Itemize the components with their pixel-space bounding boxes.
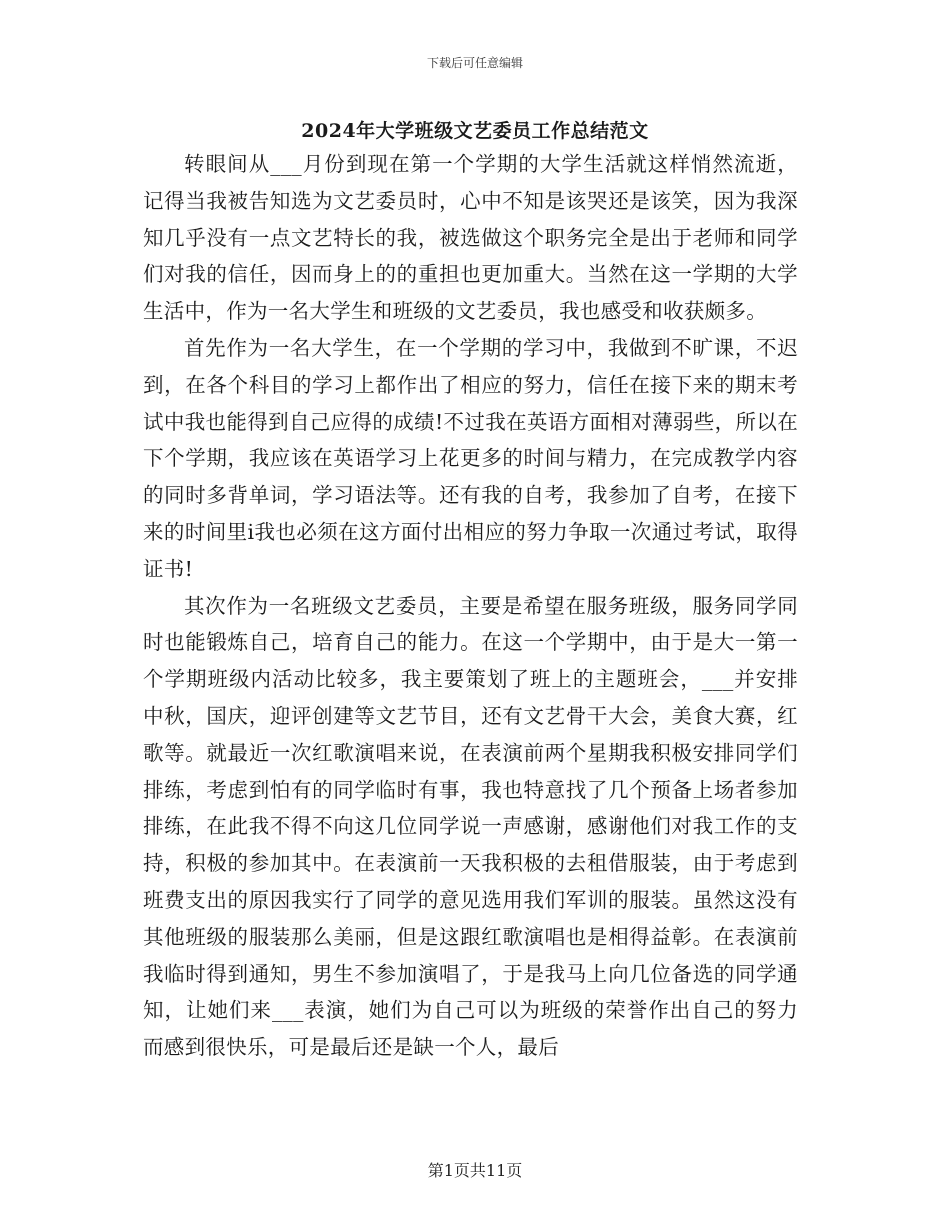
- document-body: [143, 146, 798, 1066]
- paragraph-2: 首先作为一名大学生，在一个学期的学习中，我做到不旷课，不迟到，在各个科目的学习上都作出了相应的努力，信任在接下来的期末考试中我也能得到自己应得的成绩!不过我在英语方面相对薄弱些，所以在下个学期，我应该在英语学习上花更多的时间与精力，在完成教学内容的同时多背单词，学习语法等。还有我的自考，我参加了自考，在接下来的时间里i我也必须在这方面付出相应的努力争取一次通过考试，取得证书!: [143, 335, 798, 581]
- page-footer: 第1页共11页: [427, 1161, 523, 1180]
- paragraph-1: 转眼间从___月份到现在第一个学期的大学生活就这样悄然流逝，记得当我被告知选为文艺委员时，心中不知是该哭还是该笑，因为我深知几乎没有一点文艺特长的我，被选做这个职务完全是出于老师和同学们对我的信任，因而身上的的重担也更加重大。当然在这一学期的大学生活中，作为一名大学生和班级的文艺委员，我也感受和收获颇多。: [143, 152, 798, 324]
- document-title: 2024年大学班级文艺委员工作总结范文: [301, 120, 649, 142]
- header-note: 下载后可任意编辑: [426, 56, 523, 70]
- paragraph-3: 其次作为一名班级文艺委员，主要是希望在服务班级，服务同学同时也能锻炼自己，培育自己的能力。在这一个学期中，由于是大一第一个学期班级内活动比较多，我主要策划了班上的主题班会，___并安排中秋，国庆，迎评创建等文艺节目，还有文艺骨干大会，美食大赛，红歌等。就最近一次红歌演唱来说，在表演前两个星期我积极安排同学们排练，考虑到怕有的同学临时有事，我也特意找了几个预备上场者参加排练，在此我不得不向这几位同学说一声感谢，感谢他们对我工作的支持，积极的参加其中。在表演前一天我积极的去租借服装，由于考虑到班费支出的原因我实行了同学的意见选用我们军训的服装。虽然这没有其他班级的服装那么美丽，但是这跟红歌演唱也是相得益彰。在表演前我临时得到通知，男生不参加演唱了，于是我马上向几位备选的同学通知，让她们来___表演，她们为自己可以为班级的荣誉作出自己的努力而感到很快乐，可是最后还是缺一个人，最后: [143, 593, 798, 1060]
